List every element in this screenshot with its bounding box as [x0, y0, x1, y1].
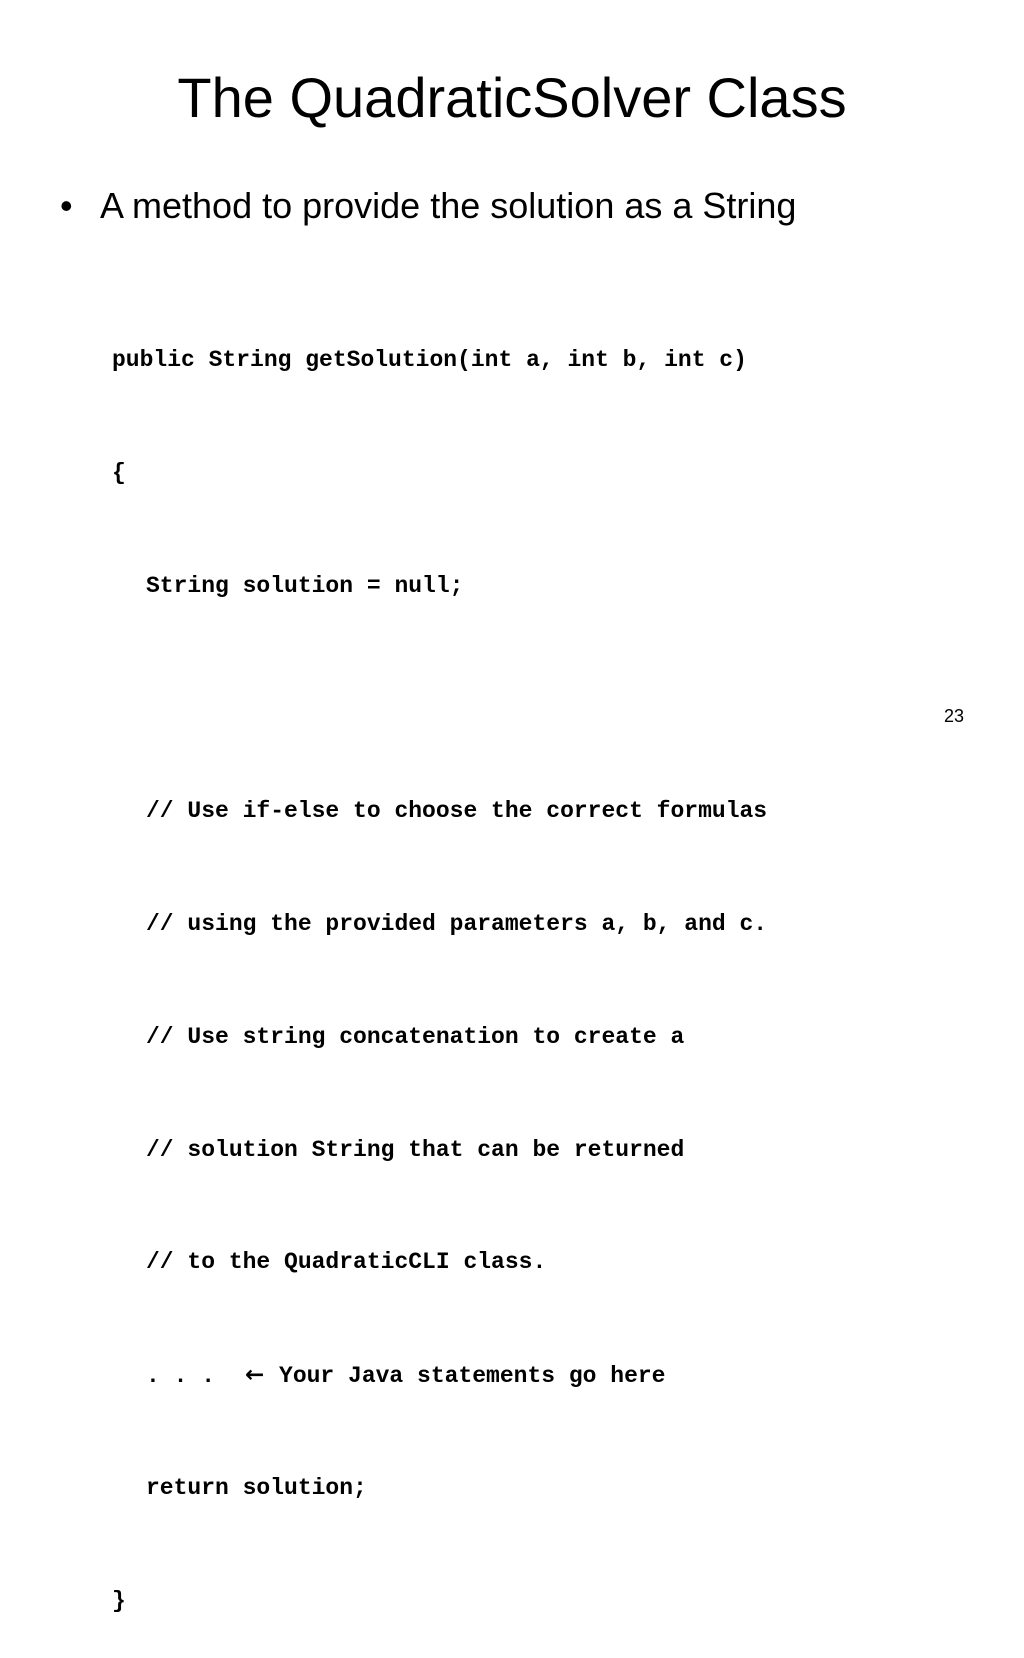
code-open-brace: {	[112, 459, 126, 486]
code-comment-1: // Use if-else to choose the correct formulas	[146, 798, 768, 825]
code-close-brace: }	[112, 1587, 126, 1614]
code-blank-line	[112, 681, 767, 719]
code-placeholder-note: Your Java statements go here	[279, 1363, 666, 1390]
left-arrow-icon: ←	[245, 1362, 265, 1389]
code-return: return solution;	[146, 1475, 367, 1501]
bullet-glyph: •	[60, 185, 73, 226]
code-comment-5: // to the QuadraticCLI class.	[146, 1249, 547, 1276]
code-placeholder-line	[112, 1357, 767, 1395]
code-comment-3: // Use string concatenation to create a	[146, 1023, 685, 1050]
code-block	[112, 267, 767, 1658]
bullet-item	[60, 184, 796, 228]
code-signature: public String getSolution(int a, int b, int c)	[112, 347, 747, 374]
code-declaration: String solution = null;	[146, 572, 464, 599]
code-comment-4: // solution String that can be returned	[146, 1136, 685, 1163]
code-comment-2: // using the provided parameters a, b, and c.	[146, 911, 768, 938]
slide-title: The QuadraticSolver Class	[177, 66, 847, 129]
bullet-text: A method to provide the solution as a String	[100, 185, 797, 226]
page-number: 23	[943, 706, 964, 726]
code-ellipsis: . . .	[146, 1363, 216, 1390]
